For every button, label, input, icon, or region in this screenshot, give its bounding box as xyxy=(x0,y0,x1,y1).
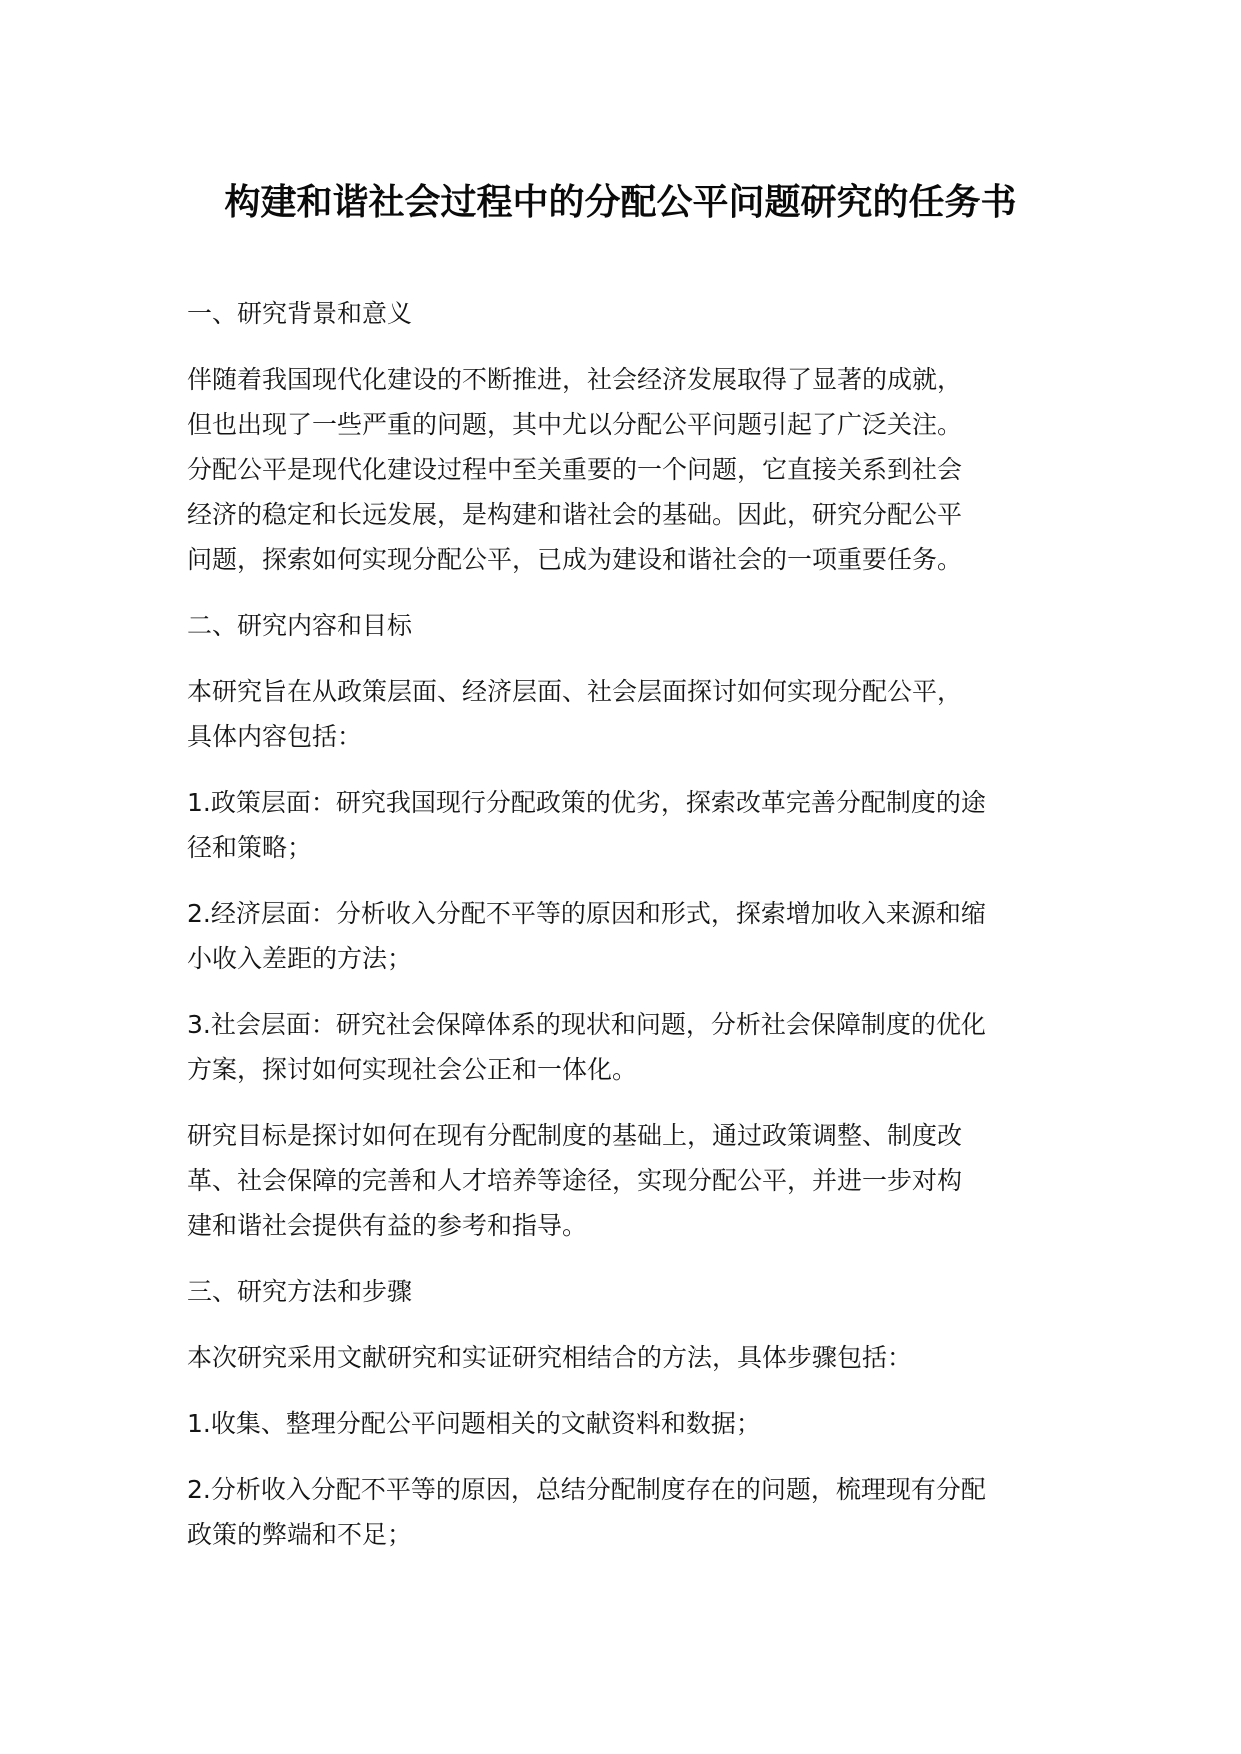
text-line: 2.分析收入分配不平等的原因，总结分配制度存在的问题，梳理现有分配 xyxy=(187,1475,986,1504)
text-line: 本研究旨在从政策层面、经济层面、社会层面探讨如何实现分配公平， xyxy=(187,677,963,706)
text-line: 径和策略； xyxy=(187,833,313,862)
list-item-step-1: 1.收集、整理分配公平问题相关的文献资料和数据； xyxy=(187,1409,761,1438)
text-line: 3.社会层面：研究社会保障体系的现状和问题，分析社会保障制度的优化 xyxy=(187,1010,986,1039)
text-line: 政策的弊端和不足； xyxy=(187,1520,413,1549)
text-line: 建和谐社会提供有益的参考和指导。 xyxy=(187,1211,588,1240)
section-heading-content: 二、研究内容和目标 xyxy=(187,611,413,640)
text-line: 经济的稳定和长远发展，是构建和谐社会的基础。因此，研究分配公平 xyxy=(187,500,963,529)
text-line: 研究目标是探讨如何在现有分配制度的基础上，通过政策调整、制度改 xyxy=(187,1121,963,1150)
document-body xyxy=(187,291,1057,1578)
text-line: 伴随着我国现代化建设的不断推进，社会经济发展取得了显著的成就， xyxy=(187,365,963,394)
text-line: 方案，探讨如何实现社会公正和一体化。 xyxy=(187,1055,638,1084)
list-item-society xyxy=(187,1002,1057,1092)
text-line: 小收入差距的方法； xyxy=(187,944,413,973)
section-heading-method: 三、研究方法和步骤 xyxy=(187,1277,413,1306)
section-heading-background: 一、研究背景和意义 xyxy=(187,299,413,328)
text-line: 革、社会保障的完善和人才培养等途径，实现分配公平，并进一步对构 xyxy=(187,1166,963,1195)
text-line: 分配公平是现代化建设过程中至关重要的一个问题，它直接关系到社会 xyxy=(187,455,963,484)
text-line: 问题，探索如何实现分配公平，已成为建设和谐社会的一项重要任务。 xyxy=(187,545,963,574)
paragraph-background xyxy=(187,357,1057,582)
document-title: 构建和谐社会过程中的分配公平问题研究的任务书 xyxy=(224,182,1017,223)
paragraph-goal xyxy=(187,1113,1057,1248)
paragraph-content-intro xyxy=(187,669,1057,759)
text-line: 具体内容包括： xyxy=(187,722,363,751)
paragraph-method-intro: 本次研究采用文献研究和实证研究相结合的方法，具体步骤包括： xyxy=(187,1343,913,1372)
text-line: 但也出现了一些严重的问题，其中尤以分配公平问题引起了广泛关注。 xyxy=(187,410,963,439)
text-line: 1.政策层面：研究我国现行分配政策的优劣，探索改革完善分配制度的途 xyxy=(187,788,986,817)
list-item-step-2 xyxy=(187,1467,1057,1557)
list-item-policy xyxy=(187,780,1057,870)
text-line: 2.经济层面：分析收入分配不平等的原因和形式，探索增加收入来源和缩 xyxy=(187,899,986,928)
list-item-economy xyxy=(187,891,1057,981)
